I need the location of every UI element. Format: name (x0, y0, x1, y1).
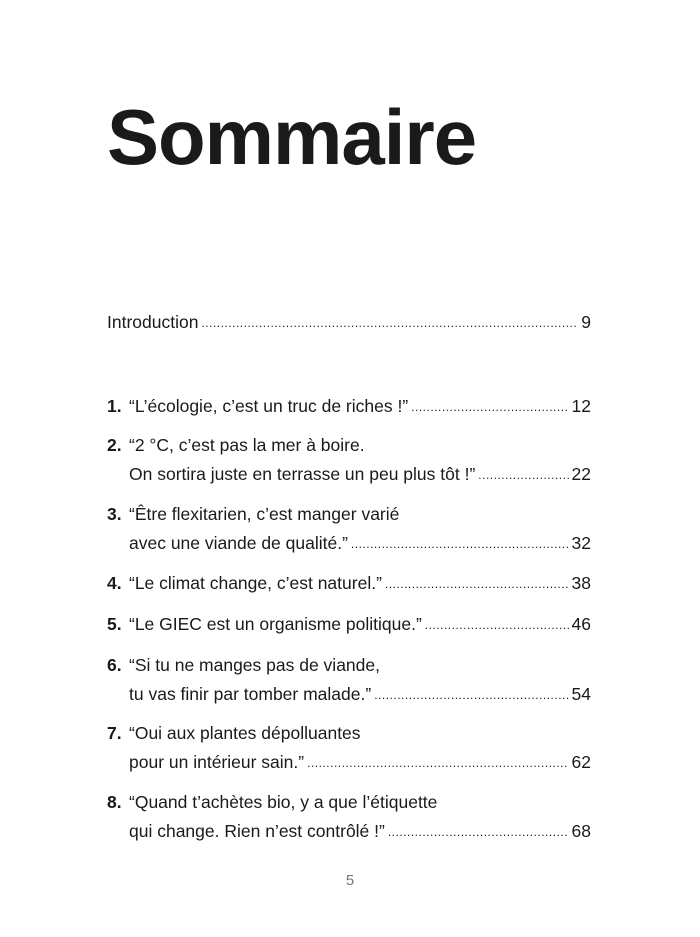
toc-page-number: 46 (571, 614, 591, 634)
toc-entry-text: “2 °C, c’est pas la mer à boire. (129, 435, 365, 455)
dot-leader (307, 753, 568, 771)
toc-entry-text: avec une viande de qualité.” (129, 533, 348, 553)
toc-entry-1[interactable] (107, 398, 591, 427)
toc-entry-5[interactable] (107, 616, 591, 645)
toc-page-number: 54 (571, 684, 591, 704)
toc-page-number: 32 (571, 533, 591, 553)
dot-leader (385, 574, 569, 592)
toc-entry-text: “Le climat change, c’est naturel.” (129, 573, 382, 593)
toc-entry-number: 2. (107, 435, 122, 455)
toc-entry-introduction[interactable] (107, 314, 591, 343)
page-folio: 5 (345, 872, 355, 889)
dot-leader (201, 313, 578, 331)
toc-entry-text: On sortira juste en terrasse un peu plus tôt !” (129, 464, 476, 484)
toc-entry-3[interactable] (107, 506, 591, 564)
toc-entry-number: 5. (107, 614, 122, 634)
dot-leader (425, 615, 569, 633)
toc-entry-text: “Le GIEC est un organisme politique.” (129, 614, 422, 634)
toc-entry-4[interactable] (107, 575, 591, 604)
toc-entry-number: 3. (107, 504, 122, 524)
toc-entry-number: 4. (107, 573, 122, 593)
toc-entry-text: “Être flexitarien, c’est manger varié (129, 504, 400, 524)
toc-entry-text: pour un intérieur sain.” (129, 752, 305, 772)
toc-page-number: 9 (581, 312, 591, 332)
toc-entry-text: “Quand t’achètes bio, y a que l’étiquette (129, 792, 438, 812)
toc-entry-7[interactable] (107, 725, 591, 783)
toc-entry-6[interactable] (107, 657, 591, 715)
toc-entry-text: Introduction (107, 312, 199, 332)
toc-page-number: 38 (571, 573, 591, 593)
dot-leader (374, 685, 568, 703)
toc-page-number: 22 (571, 464, 591, 484)
toc-entry-text: “L’écologie, c’est un truc de riches !” (129, 396, 409, 416)
toc-entry-text: “Si tu ne manges pas de viande, (129, 655, 380, 675)
toc-entry-2[interactable] (107, 437, 591, 495)
page-title: Sommaire (107, 93, 477, 181)
dot-leader (478, 465, 568, 483)
toc-entry-number: 6. (107, 655, 122, 675)
toc-entry-text: tu vas finir par tomber malade.” (129, 684, 372, 704)
toc-entry-number: 1. (107, 396, 122, 416)
dot-leader (351, 534, 569, 552)
toc-page-number: 62 (571, 752, 591, 772)
toc-entry-number: 7. (107, 723, 122, 743)
toc-page-number: 68 (571, 821, 591, 841)
toc-page-number: 12 (571, 396, 591, 416)
dot-leader (411, 397, 568, 415)
toc-entry-8[interactable] (107, 794, 591, 852)
toc-entry-text: “Oui aux plantes dépolluantes (129, 723, 361, 743)
dot-leader (388, 822, 569, 840)
toc-entry-text: qui change. Rien n’est contrôlé !” (129, 821, 385, 841)
toc-entry-number: 8. (107, 792, 122, 812)
